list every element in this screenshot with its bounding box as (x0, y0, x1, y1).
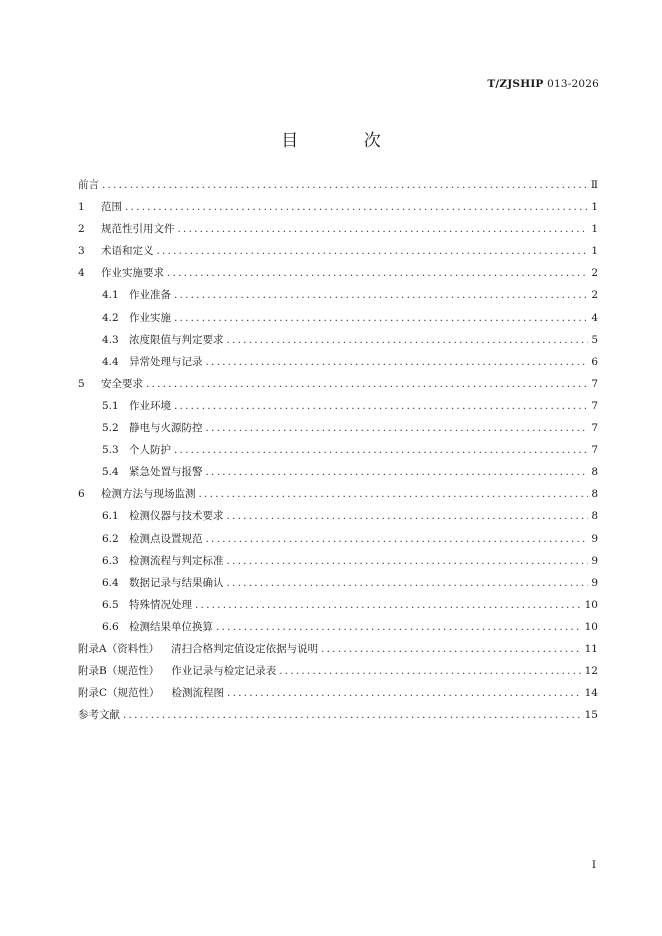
toc-entry-number: 5.2 (102, 422, 119, 435)
toc-leader-dots (227, 687, 582, 699)
toc-leader-dots (321, 643, 582, 655)
toc-entry-label: 紧急处置与报警 (129, 466, 203, 479)
toc-entry-page: 10 (584, 620, 598, 633)
toc-entry[interactable] (78, 486, 598, 508)
toc-entry[interactable] (78, 243, 598, 265)
toc-entry[interactable] (78, 310, 598, 332)
doc-code-prefix: T/ZJSHIP (487, 78, 544, 90)
toc-entry-label: 附录A（资料性） (78, 642, 160, 655)
toc-entry-page: 14 (584, 687, 598, 700)
toc-leader-dots (206, 533, 589, 545)
toc-entry-page: Ⅱ (590, 179, 598, 191)
toc-entry-label: 检测结果单位换算 (129, 620, 213, 633)
footer-page-number: I (591, 859, 596, 871)
toc-annex-title: 清扫合格判定值设定依据与说明 (171, 642, 319, 655)
toc-entry-label: 作业实施要求 (101, 267, 164, 280)
toc-entry-number: 5 (78, 377, 85, 390)
toc-entry[interactable] (78, 177, 598, 199)
toc-entry-label: 异常处理与记录 (129, 355, 203, 368)
toc-entry[interactable] (78, 221, 598, 243)
toc-entry-label: 检测方法与现场监测 (101, 488, 196, 501)
toc-entry[interactable] (78, 619, 598, 641)
toc-entry-number: 6.3 (102, 554, 119, 567)
toc-entry-page: 2 (591, 267, 598, 280)
toc-leader-dots (174, 289, 588, 301)
toc-entry-label: 作业实施 (129, 311, 171, 324)
toc-entry-number: 1 (78, 201, 85, 214)
toc-entry-label: 检测点设置规范 (129, 532, 203, 545)
toc-entry-label: 检测仪器与技术要求 (129, 510, 224, 523)
toc-entry-page: 1 (591, 201, 598, 214)
toc-entry-label: 特殊情况处理 (129, 598, 192, 611)
table-of-contents (78, 177, 598, 729)
toc-entry-label: 浓度限值与判定要求 (129, 333, 224, 346)
toc-leader-dots (174, 444, 588, 456)
toc-entry[interactable] (78, 398, 598, 420)
toc-entry-number: 5.1 (102, 399, 119, 412)
toc-entry[interactable] (78, 199, 598, 221)
toc-entry[interactable] (78, 575, 598, 597)
toc-entry[interactable] (78, 287, 598, 309)
toc-entry-label: 安全要求 (101, 377, 143, 390)
toc-entry-page: 7 (591, 399, 598, 412)
toc-entry-label: 静电与火源防控 (129, 422, 203, 435)
doc-code-number: 013-2026 (547, 78, 599, 90)
document-code (487, 78, 599, 90)
toc-entry[interactable] (78, 663, 598, 685)
toc-entry-label: 作业准备 (129, 289, 171, 302)
toc-entry-number: 4.3 (102, 333, 119, 346)
toc-leader-dots (227, 334, 589, 346)
toc-leader-dots (125, 201, 588, 213)
toc-leader-dots (216, 621, 582, 633)
toc-annex-title: 作业记录与检定记录表 (171, 665, 277, 678)
toc-entry-page: 8 (591, 510, 598, 523)
toc-leader-dots (123, 709, 582, 721)
toc-entry-page: 10 (584, 598, 598, 611)
toc-entry-number: 4.1 (102, 289, 119, 302)
toc-entry-page: 11 (584, 642, 598, 655)
toc-entry-label: 数据记录与结果确认 (129, 576, 224, 589)
toc-leader-dots (199, 488, 589, 500)
toc-entry-page: 7 (591, 377, 598, 390)
toc-entry[interactable] (78, 265, 598, 287)
toc-entry[interactable] (78, 376, 598, 398)
toc-entry-label: 附录C（规范性） (78, 687, 160, 700)
toc-entry[interactable] (78, 420, 598, 442)
toc-leader-dots (206, 466, 589, 478)
toc-entry[interactable] (78, 597, 598, 619)
toc-entry-page: 1 (591, 245, 598, 258)
toc-entry-number: 6.1 (102, 510, 119, 523)
toc-entry-label: 范围 (101, 201, 122, 214)
toc-entry[interactable] (78, 553, 598, 575)
toc-entry-number: 4 (78, 267, 85, 280)
toc-entry-number: 4.4 (102, 355, 119, 368)
toc-leader-dots (174, 312, 588, 324)
toc-leader-dots (279, 665, 581, 677)
toc-entry-label: 规范性引用文件 (101, 223, 175, 236)
toc-entry-label: 作业环境 (129, 399, 171, 412)
toc-entry-number: 2 (78, 223, 85, 236)
toc-entry-page: 7 (591, 422, 598, 435)
toc-leader-dots (206, 422, 589, 434)
toc-entry-label: 个人防护 (129, 444, 171, 457)
toc-entry-page: 2 (591, 289, 598, 302)
toc-entry-number: 6 (78, 488, 85, 501)
toc-entry-label: 检测流程与判定标准 (129, 554, 224, 567)
toc-leader-dots (227, 577, 589, 589)
toc-entry-page: 9 (591, 576, 598, 589)
toc-leader-dots (167, 267, 588, 279)
toc-entry[interactable] (78, 464, 598, 486)
toc-leader-dots (195, 599, 582, 611)
toc-entry[interactable] (78, 442, 598, 464)
toc-leader-dots (102, 179, 588, 191)
toc-entry-page: 1 (591, 223, 598, 236)
toc-entry-number: 5.3 (102, 444, 119, 457)
toc-entry-number: 6.6 (102, 620, 119, 633)
toc-annex-title: 检测流程图 (171, 687, 225, 700)
toc-entry-page: 9 (591, 532, 598, 545)
toc-entry-page: 8 (591, 488, 598, 501)
toc-entry-number: 5.4 (102, 466, 119, 479)
toc-entry-number: 4.2 (102, 311, 119, 324)
toc-entry[interactable] (78, 685, 598, 707)
toc-entry-page: 9 (591, 554, 598, 567)
toc-entry-number: 6.2 (102, 532, 119, 545)
toc-entry[interactable] (78, 332, 598, 354)
toc-entry[interactable] (78, 508, 598, 530)
toc-entry-label: 术语和定义 (101, 245, 154, 258)
toc-leader-dots (227, 555, 589, 567)
toc-entry-number: 3 (78, 245, 85, 258)
toc-leader-dots (206, 356, 589, 368)
toc-entry-page: 5 (591, 333, 598, 346)
toc-entry[interactable] (78, 531, 598, 553)
toc-entry[interactable] (78, 641, 598, 663)
toc-entry-page: 4 (591, 311, 598, 324)
toc-entry-label: 前言 (78, 179, 99, 191)
toc-leader-dots (227, 510, 589, 522)
toc-entry-number: 6.5 (102, 598, 119, 611)
toc-entry-page: 8 (591, 466, 598, 479)
toc-entry-page: 6 (591, 355, 598, 368)
page-title: 目 次 (281, 131, 411, 151)
toc-entry-label: 附录B（规范性） (78, 665, 160, 678)
toc-entry-page: 7 (591, 444, 598, 457)
toc-leader-dots (174, 400, 588, 412)
toc-entry-page: 12 (584, 665, 598, 678)
toc-entry-page: 15 (584, 709, 598, 722)
toc-leader-dots (146, 378, 588, 390)
toc-leader-dots (178, 223, 589, 235)
toc-entry[interactable] (78, 707, 598, 729)
toc-entry[interactable] (78, 354, 598, 376)
toc-leader-dots (157, 245, 589, 257)
toc-entry-label: 参考文献 (78, 709, 120, 722)
toc-entry-number: 6.4 (102, 576, 119, 589)
